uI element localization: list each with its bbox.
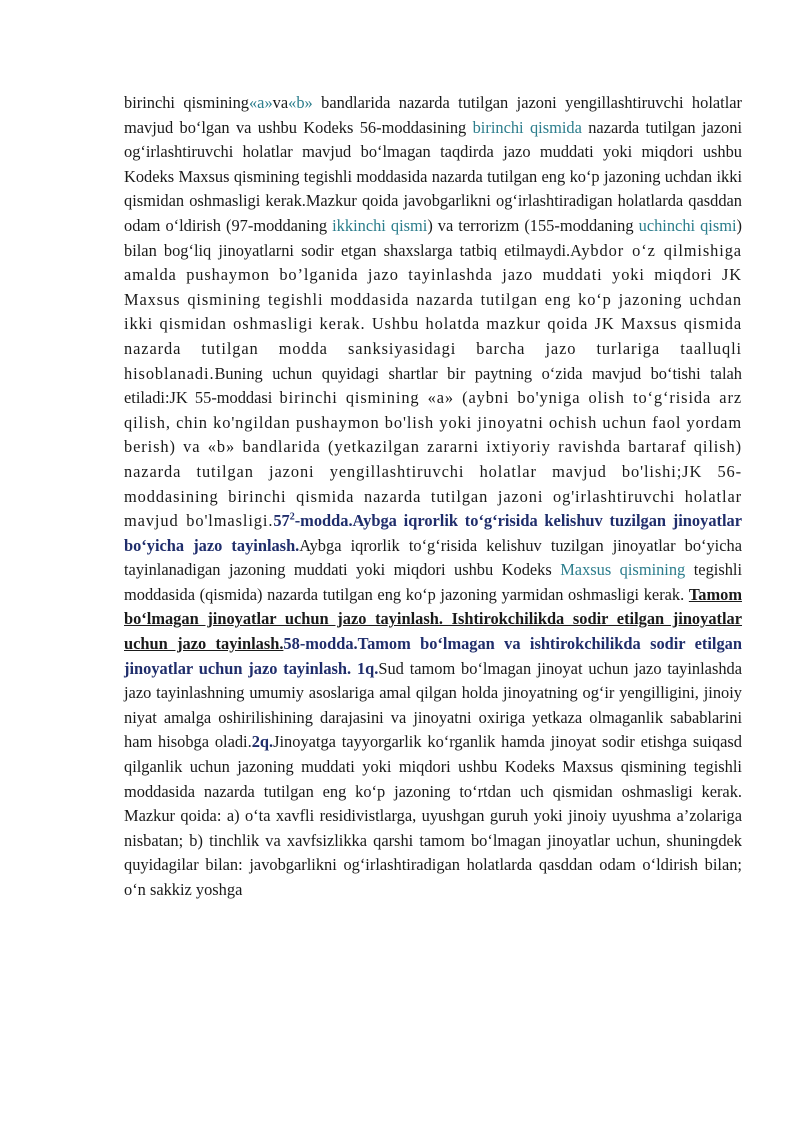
text-run: birinchi qismining	[124, 93, 249, 112]
article-heading: -modda.Aybga iqrorlik to‘g‘risida kelishuv tuzilgan jinoyatlar bo‘yicha jazo tayinlash.	[124, 511, 742, 555]
article-link-b[interactable]: «b»	[288, 93, 313, 112]
body-paragraph	[124, 91, 742, 903]
text-run: va	[272, 93, 289, 112]
text-run-spaced: Aybdor o‘z qilmishiga amalda pushaymon bo’lganida jazo tayinlashda jazo muddati yoki miqdori JK Maxsus qismining tegishli moddasida nazarda tutilgan eng ko‘p jazoning uchdan ikki qismidan oshmasligi kerak. Ushbu holatda mazkur qoida JK Maxsus qismida nazarda tutilgan modda sanksiyasidagi barcha jazo turlariga taalluqli hisoblanadi.	[124, 240, 742, 383]
text-run: Buning uchun quyidagi shartlar bir paytning o‘zida mavjud bo‘tishi talah etiladi:JK 55-moddasi	[124, 363, 742, 408]
section-heading-underlined: Tamom bo‘lmagan jinoyatlar uchun jazo tayinlash. Ishtirokchilikda sodir etilgan jinoyatlar uchun jazo tayinlash.	[124, 584, 742, 654]
article-number: 57	[273, 511, 290, 531]
text-run: bandlarida nazarda tutilgan jazoni yengillashtiruvchi holatlar mavjud bo‘lgan va ushbu Kodeks 56-moddasining	[124, 93, 742, 137]
article-link-special-part[interactable]: Maxsus qismining	[560, 560, 686, 580]
article-heading: 58-modda.Tamom bo‘lmagan va ishtirokchilikda sodir etilgan jinoyatlar uchun jazo tayinlash. 1q.	[124, 634, 742, 678]
article-link-first-part[interactable]: birinchi qismida	[472, 117, 582, 137]
text-run: ) va terrorizm (155-moddaning	[427, 215, 639, 235]
text-run: tegishli moddasida (qismida) nazarda tutilgan eng ko‘p jazoning yarmidan oshmasligi kerak.	[124, 560, 742, 604]
article-number-superscript: 2	[289, 511, 295, 523]
article-link-a[interactable]: «a»	[248, 93, 273, 112]
article-link-second-part[interactable]: ikkinchi qismi	[332, 215, 428, 235]
text-run: Sud tamom bo‘lmagan jinoyat uchun jazo tayinlashda jazo tayinlashning umumiy asoslariga amal qilgan holda jinoyatning og‘ir yengilligini, jinoiy niyat amalga oshirilishining darajasini va jinoyatni oxiriga yetkaza olmaganlik sabablarini ham hisobga oladi.	[124, 658, 742, 752]
article-heading-number	[273, 511, 294, 530]
text-run-spaced: birinchi qismining «a» (aybni bo'yniga olish to‘g‘risida arz qilish, chin ko'ngildan pushaymon bo'lish yoki jinoyatni ochish uchun faol yordam berish) va «b» bandlarida (yetkazilgan zararni ixtiyoriy ravishda bartaraf qilish) nazarda tutilgan jazoni yengillashtiruvchi holatlar mavjud bo'lishi;JK 56-moddasining birinchi qismida nazarda tutilgan jazoni og'irlashtiruvchi holatlar mavjud bo'lmasligi.	[124, 388, 742, 531]
text-run: nazarda tutilgan jazoni og‘irlashtiruvchi holatlar mavjud bo‘lmagan taqdirda jazo muddati yoki miqdori ushbu Kodeks Maxsus qismining tegishli moddasida nazarda tutilgan eng ko‘p jazoning uchdan ikki qismidan oshmasligi kerak.Mazkur qoida javobgarlikni og‘irlashtiradigan holatlarda qasddan odam o‘ldirish (97-moddaning	[124, 117, 742, 235]
article-link-third-part[interactable]: uchinchi qismi	[638, 215, 737, 235]
part-marker: 2q.	[251, 732, 274, 752]
text-run: ) bilan bog‘liq jinoyatlarni sodir etgan shaxslarga tatbiq etilmaydi.	[124, 215, 742, 260]
text-run: Aybga iqrorlik to‘g‘risida kelishuv tuzilgan jinoyatlar bo‘yicha tayinlanadigan jazoning muddati yoki miqdori ushbu Kodeks	[124, 535, 742, 580]
text-run: Jinoyatga tayyorgarlik ko‘rganlik hamda jinoyat sodir etishga suiqasd qilganlik uchun jazoning muddati yoki miqdori ushbu Kodeks Maxsus qismining tegishli moddasida nazarda tutilgan eng ko‘p jazoning to‘rtdan uch qismidan oshmasligi kerak. Mazkur qoida: a) o‘ta xavfli residivistlarga, uyushgan guruh yoki jinoiy uyushma a’zolariga nisbatan; b) tinchlik va xavfsizlikka qarshi tamom bo‘lmagan jinoyatlar uchun, shuningdek quyidagilar bilan: javobgarlikni og‘irlashtiradigan holatlarda qasddan odam o‘ldirish bilan; o‘n sakkiz yoshga	[124, 732, 742, 899]
